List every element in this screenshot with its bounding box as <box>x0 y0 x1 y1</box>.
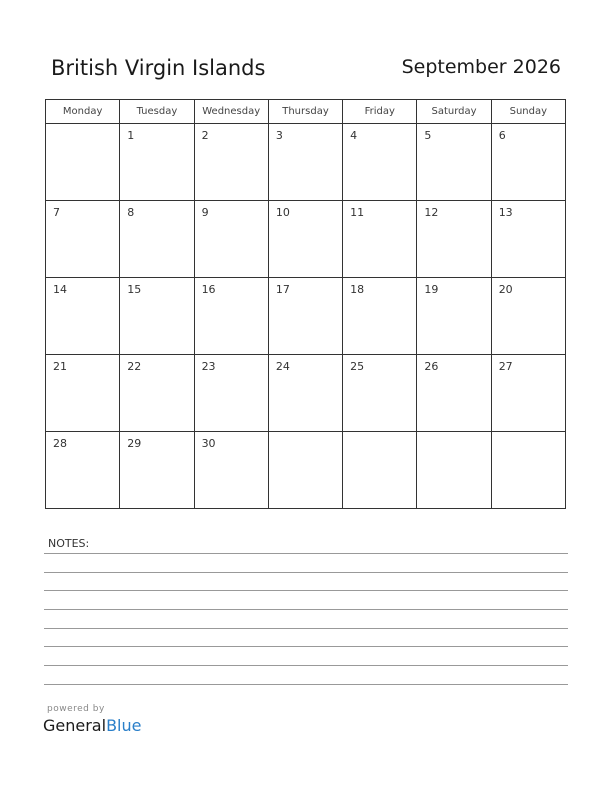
weekday-header: Wednesday <box>194 100 268 124</box>
week-row <box>46 124 566 201</box>
day-number: 19 <box>424 283 439 296</box>
notes-line <box>44 609 568 610</box>
day-number: 11 <box>350 206 365 219</box>
day-number: 3 <box>275 129 283 142</box>
day-cell <box>268 124 342 201</box>
day-number: 26 <box>424 360 439 373</box>
day-number: 9 <box>201 206 209 219</box>
day-number: 6 <box>498 129 506 142</box>
notes-line <box>44 684 568 685</box>
day-cell <box>417 201 491 278</box>
day-number: 24 <box>275 360 290 373</box>
day-cell <box>194 201 268 278</box>
day-cell <box>120 432 194 509</box>
weekday-header: Sunday <box>491 100 565 124</box>
day-cell <box>491 432 565 509</box>
day-cell <box>491 201 565 278</box>
day-cell <box>417 432 491 509</box>
day-number: 5 <box>424 129 432 142</box>
day-cell <box>120 124 194 201</box>
day-cell <box>491 124 565 201</box>
day-number: 20 <box>498 283 513 296</box>
day-cell <box>343 432 417 509</box>
day-cell <box>268 201 342 278</box>
day-cell <box>491 278 565 355</box>
day-number: 13 <box>498 206 513 219</box>
week-row <box>46 432 566 509</box>
day-number: 15 <box>127 283 142 296</box>
week-row <box>46 355 566 432</box>
notes-label: NOTES: <box>48 537 90 550</box>
calendar-grid <box>45 99 566 509</box>
weekday-header: Friday <box>343 100 417 124</box>
day-number: 18 <box>350 283 365 296</box>
day-cell <box>417 355 491 432</box>
day-cell <box>194 124 268 201</box>
day-number: 12 <box>424 206 439 219</box>
day-cell <box>194 355 268 432</box>
day-number <box>46 124 119 129</box>
notes-line <box>44 628 568 629</box>
day-number: 8 <box>127 206 135 219</box>
day-cell <box>120 355 194 432</box>
day-number: 25 <box>350 360 365 373</box>
day-number: 2 <box>201 129 209 142</box>
day-number <box>343 432 416 437</box>
day-cell <box>343 355 417 432</box>
brand-name-general: General <box>43 716 107 735</box>
day-cell <box>46 201 120 278</box>
day-number: 4 <box>350 129 358 142</box>
brand-name-blue: Blue <box>106 716 142 735</box>
day-number: 21 <box>53 360 67 373</box>
notes-line <box>44 553 568 554</box>
day-cell <box>491 355 565 432</box>
day-number: 29 <box>127 437 142 450</box>
weekday-header: Saturday <box>417 100 491 124</box>
day-cell <box>46 124 120 201</box>
notes-line <box>44 646 568 647</box>
week-row <box>46 201 566 278</box>
day-number: 7 <box>53 206 60 219</box>
calendar-month: September 2026 <box>401 56 561 78</box>
day-cell <box>268 432 342 509</box>
day-cell <box>268 278 342 355</box>
day-number: 23 <box>201 360 216 373</box>
day-number: 14 <box>53 283 67 296</box>
day-number: 27 <box>498 360 513 373</box>
day-cell <box>46 355 120 432</box>
day-number: 16 <box>201 283 216 296</box>
day-number: 10 <box>275 206 290 219</box>
day-number: 30 <box>201 437 216 450</box>
day-cell <box>417 278 491 355</box>
day-number <box>492 432 565 437</box>
day-cell <box>46 278 120 355</box>
weekday-header-row <box>46 100 566 124</box>
notes-line <box>44 572 568 573</box>
weekday-header: Thursday <box>268 100 342 124</box>
notes-line <box>44 665 568 666</box>
day-cell <box>417 124 491 201</box>
day-number: 1 <box>127 129 135 142</box>
week-row <box>46 278 566 355</box>
day-cell <box>120 201 194 278</box>
day-cell <box>194 432 268 509</box>
day-number: 22 <box>127 360 142 373</box>
day-cell <box>120 278 194 355</box>
day-number <box>417 432 490 437</box>
day-cell <box>343 278 417 355</box>
weekday-header: Monday <box>46 100 120 124</box>
day-cell <box>343 124 417 201</box>
day-number: 17 <box>275 283 290 296</box>
day-number: 28 <box>53 437 67 450</box>
day-number <box>269 432 342 437</box>
day-cell <box>46 432 120 509</box>
day-cell <box>268 355 342 432</box>
weekday-header: Tuesday <box>120 100 194 124</box>
day-cell <box>343 201 417 278</box>
powered-by-text: powered by <box>47 704 105 714</box>
brand-logo <box>43 716 141 735</box>
calendar-title: British Virgin Islands <box>51 56 266 80</box>
day-cell <box>194 278 268 355</box>
notes-line <box>44 590 568 591</box>
